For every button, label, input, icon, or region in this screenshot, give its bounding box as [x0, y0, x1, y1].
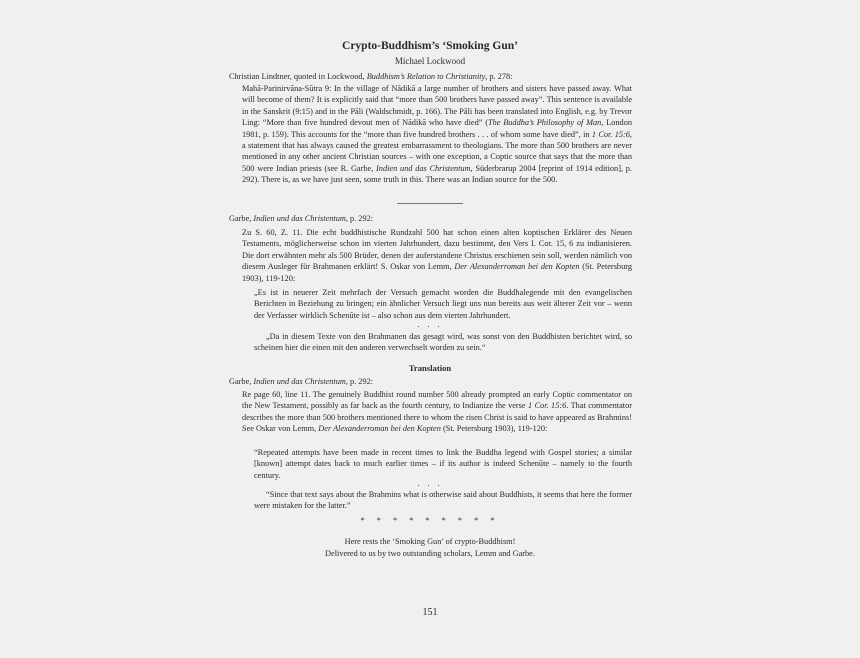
paragraph-garbe-german: Zu S. 60, Z. 11. Die echt buddhistische Rundzahl 500 hat schon einen alten koptischen Erklärer des Neuen Testaments, möglicherweise schon im vierten Jahrhundert, dazu bestimmt, den Vers I. Cor. 15, 6 zu indianisieren. Die dort erwähnten mehr als 500 Brüder, denen der auferstandene Christus erschienen sein soll, werden nämlich von diesem Ausleger für Brahmanen erklärt! S. Oskar von Lemm, Der Alexanderroman bei den Kopten (St. Petersburg 1903), 119-120: [242, 228, 632, 283]
document-title: Crypto-Buddhism’s ‘Smoking Gun’ [342, 40, 518, 52]
paragraph-garbe-english: Re page 60, line 11. The genuinely Buddhist round number 500 already prompted an early Coptic commentator on the New Testament, possibly as far back as the fourth century, to Indianize the verse 1 Cor. 15:6. That commentator describes the more than 500 brothers mentioned there to whom the risen Christ is said to have appeared as Brahmins! See Oskar von Lemm, Der Alexanderroman bei den Kopten (St. Petersburg 1903), 119-120: [242, 390, 632, 434]
translation-heading: Translation [408, 363, 452, 373]
closing-line-1: Here rests the ‘Smoking Gun’ of crypto-Buddhism! [344, 537, 516, 546]
source-citation-2: Garbe, Indien und das Christentum, p. 292: [229, 214, 374, 223]
paragraph-lindtner: Mahā-Parinirvāna-Sūtra 9: In the village of Nādikā a large number of brothers and sisters have passed away. What will become of them? It is explicitly said that “more than 500 brothers have passed away”. This sentence is available in the Sanskrit (9:15) and in the Pāli (Waldschmidt, p. 166). The Pāli has been translated into English, e.g. by Trevor Ling: “More than five hundred devout men of Nādikā who have died” (The Buddha’s Philosophy of Man, London 1981, p. 159). This accounts for the “more than five hundred brothers . . . of whom some have died”, in 1 Cor. 15:6, a statement that has always caused the greatest embarrassment to theologians. The more than 500 brothers are never mentioned in any other ancient Christian sources – with one exception, a Coptic source that says that the more than 500 were Indian priests (see R. Garbe, Indien und das Christentum, Süderbrarup 2004 [reprint of 1914 edition], p. 292). There is, as we have just seen, some truth in this. There was an Indian source for the 500. [242, 84, 633, 185]
quote-english-2: “Since that text says about the Brahmins what is otherwise said about Buddhists, it seems that here the former were mistaken for the latter.” [254, 490, 632, 511]
source-citation-3: Garbe, Indien und das Christentum, p. 292: [229, 377, 374, 386]
star-separator: * * * * * * * * * [360, 516, 500, 525]
quote-german-2: „Da in diesem Texte von den Brahmanen das gesagt wird, was sonst von den Buddhisten berichtet wird, so scheinen hier die einen mit den anderen verwechselt worden zu sein.“ [254, 332, 632, 353]
closing-line-2: Delivered to us by two outstanding scholars, Lemm and Garbe. [325, 549, 535, 558]
source-citation-1: Christian Lindtner, quoted in Lockwood, Buddhism’s Relation to Christianity, p. 278: [229, 72, 513, 81]
page-number: 151 [422, 607, 438, 618]
ellipsis-german: . . . [417, 320, 443, 329]
quote-english-1: “Repeated attempts have been made in recent times to link the Buddha legend with Gospel stories; a similar [known] attempt dates back to much earlier times – if its author is indeed Schenūte – namely to the fourth century. [254, 448, 632, 480]
section-divider [397, 203, 463, 204]
ellipsis-english: . . . [417, 479, 443, 488]
document-author: Michael Lockwood [394, 56, 466, 66]
quote-german-1: „Es ist in neuerer Zeit mehrfach der Versuch gemacht worden die Buddhalegende mit den evangelischen Berichten in Beziehung zu bringen; ein ähnlicher Versuch liegt uns nun bereits aus weit älterer Zeit vor – wenn der Verfasser wirklich Schenūte ist – also schon aus dem vierten Jahrhundert. [254, 288, 632, 320]
